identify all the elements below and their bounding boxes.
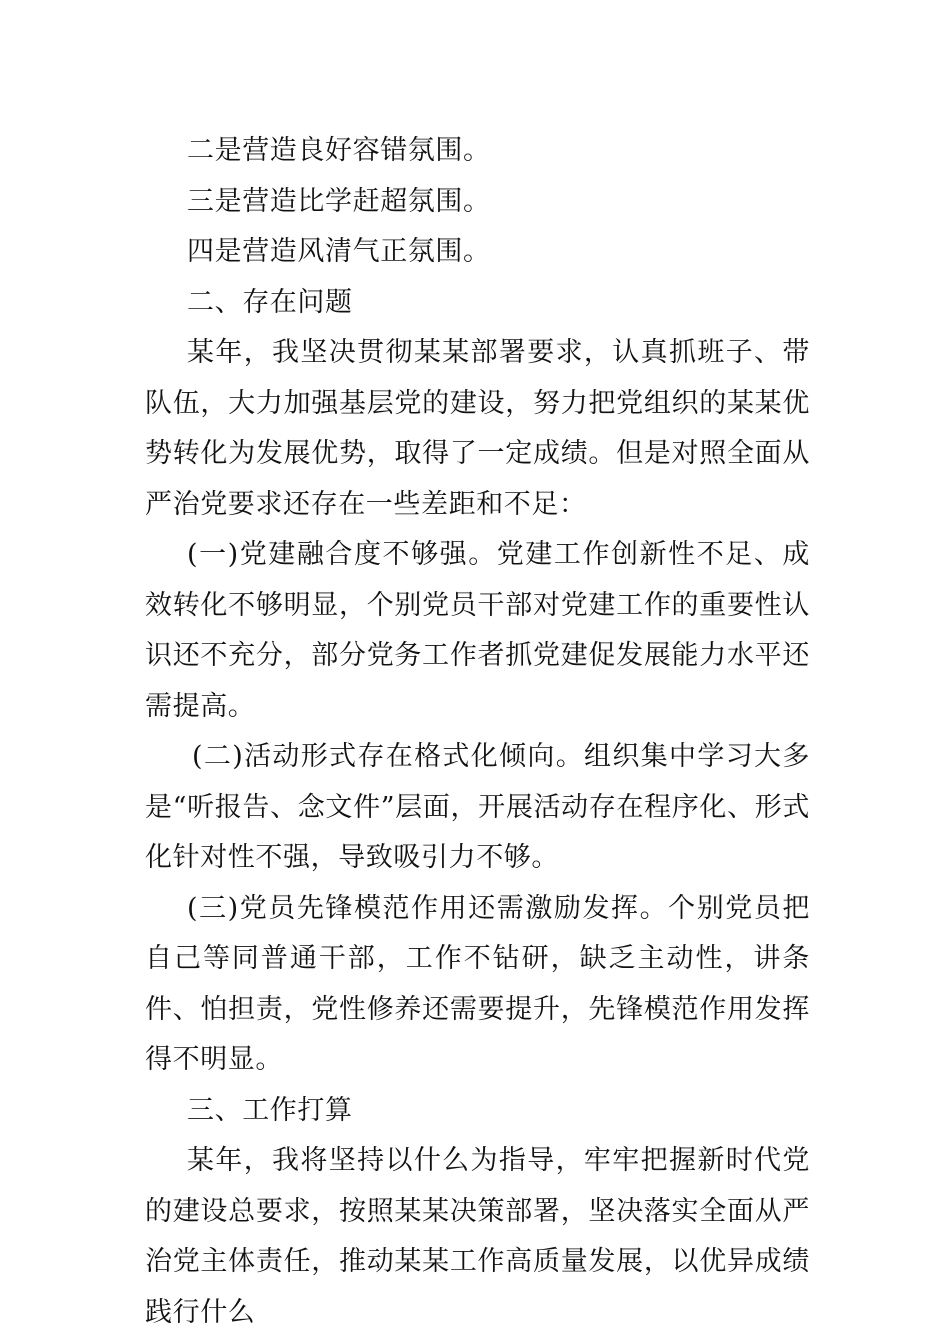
paragraph-integrity-atmosphere: 四是营造风清气正氛围。 <box>187 236 491 267</box>
paragraph-emulation-atmosphere: 三是营造比学赶超氛围。 <box>187 185 491 217</box>
document-body <box>145 126 810 1338</box>
section-heading-problems: 二、存在问题 <box>187 286 353 318</box>
section-heading-work-plan: 三、工作打算 <box>187 1094 353 1126</box>
paragraph-problems-intro: 某年，我坚决贯彻某某部署要求，认真抓班子、带队伍，大力加强基层党的建设，努力把党组织的某某优势转化为发展优势，取得了一定成绩。但是对照全面从严治党要求还存在一些差距和不足： <box>145 337 810 520</box>
paragraph-problem-one: (一)党建融合度不够强。党建工作创新性不足、成效转化不够明显，个别党员干部对党建工作的重要性认识还不充分，部分党务工作者抓党建促发展能力水平还需提高。 <box>145 539 810 722</box>
paragraph-problem-three: (三)党员先锋模范作用还需激励发挥。个别党员把自己等同普通干部，工作不钻研，缺乏主动性，讲条件、怕担责，党性修养还需要提升，先锋模范作用发挥得不明显。 <box>145 892 810 1075</box>
paragraph-tolerance-atmosphere: 二是营造良好容错氛围。 <box>187 135 491 166</box>
paragraph-work-plan: 某年，我将坚持以什么为指导，牢牢把握新时代党的建设总要求，按照某某决策部署，坚决落实全面从严治党主体责任，推动某某工作高质量发展，以优异成绩践行什么 <box>145 1145 810 1328</box>
paragraph-problem-two: (二)活动形式存在格式化倾向。组织集中学习大多是“听报告、念文件”层面，开展活动存在程序化、形式化针对性不强，导致吸引力不够。 <box>145 741 810 873</box>
